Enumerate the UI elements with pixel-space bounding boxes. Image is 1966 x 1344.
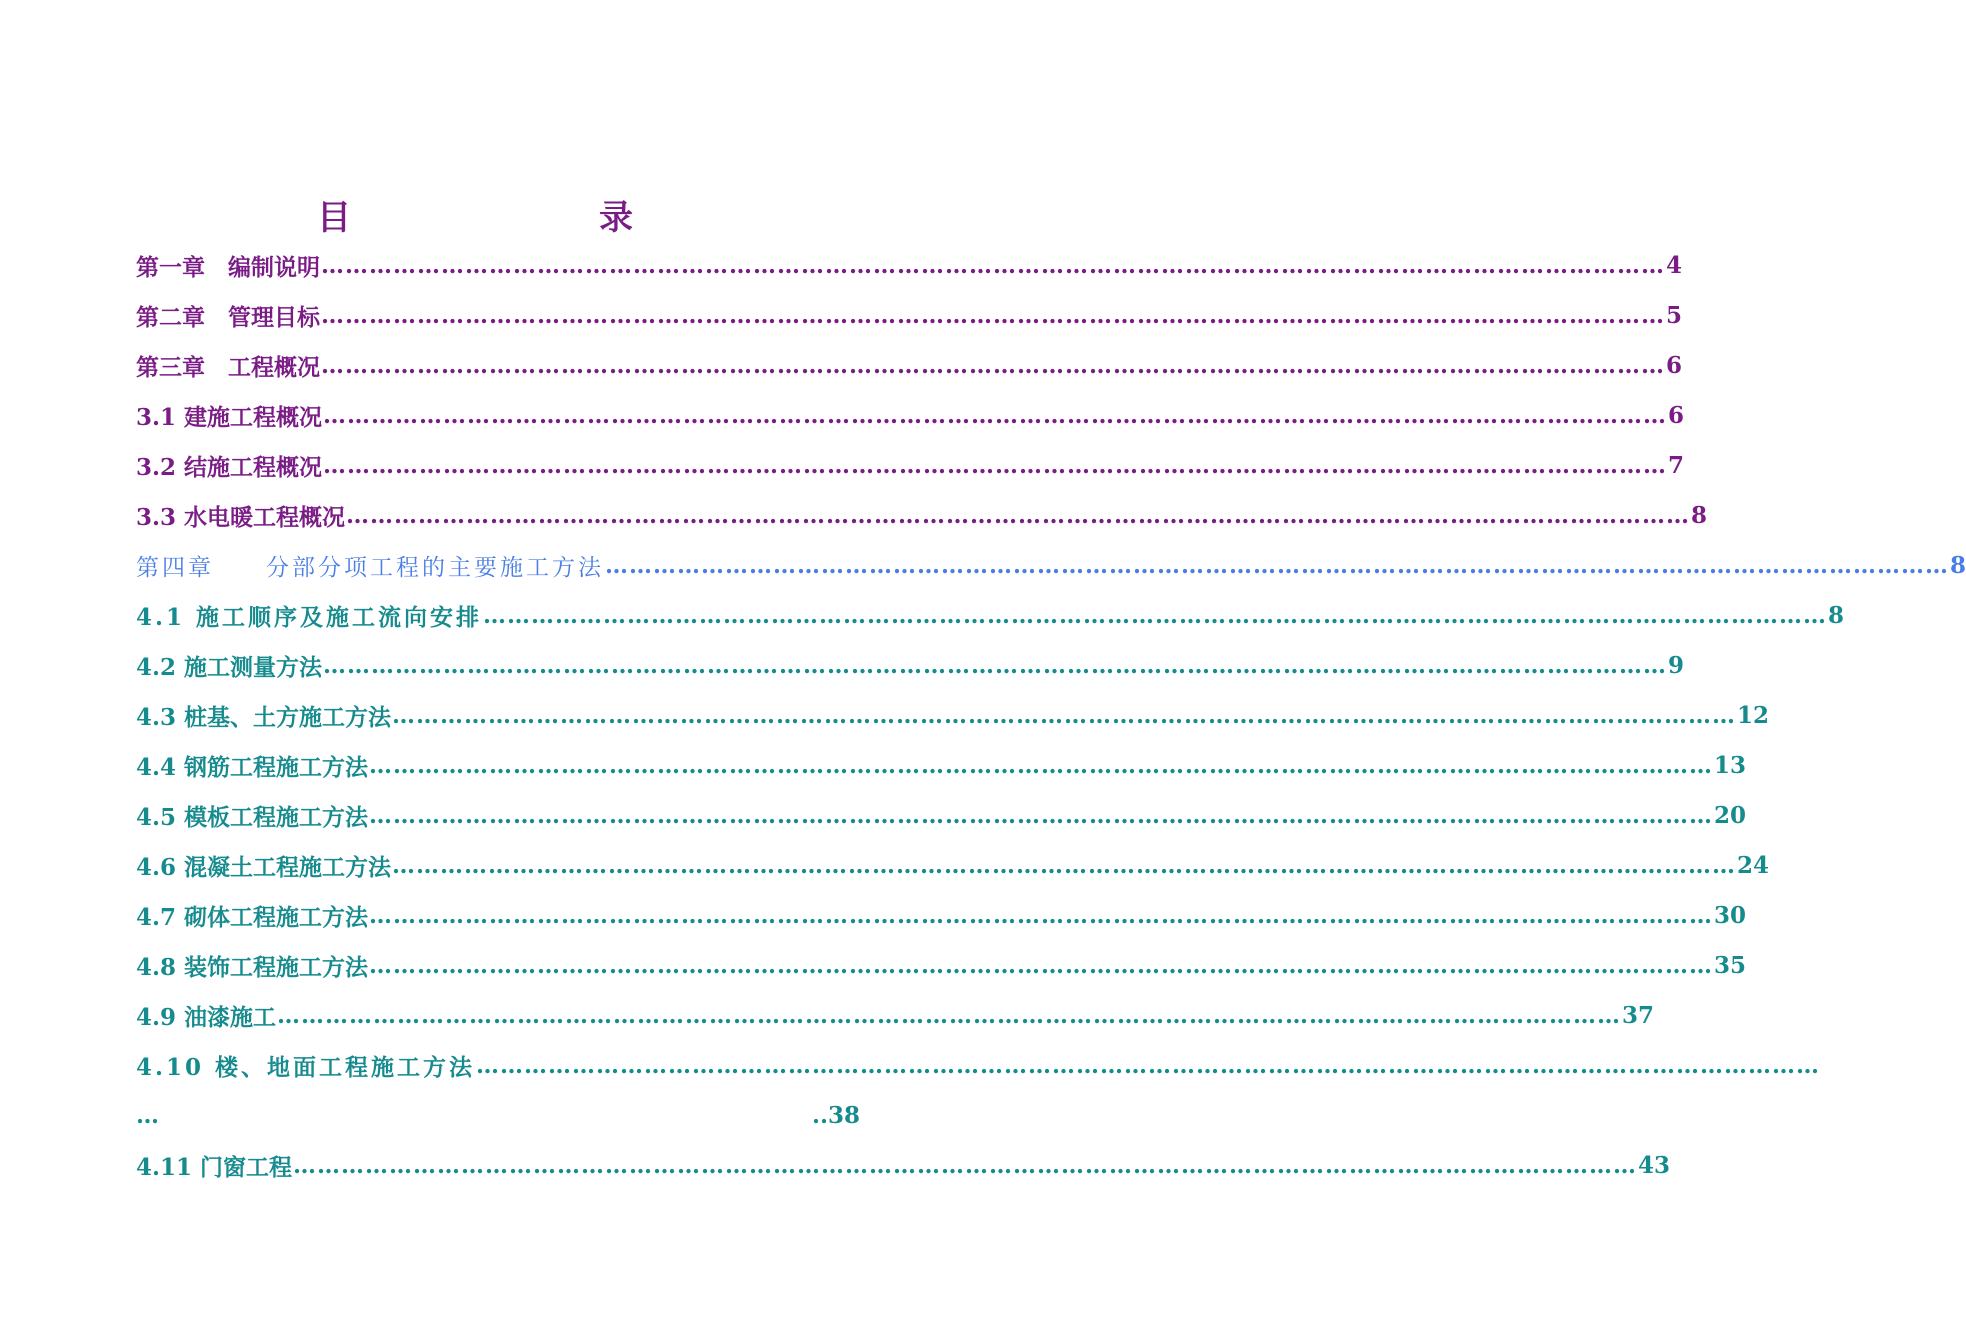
dot-leader: …………………………………………………………………………………………………………………………………………………… [321, 251, 1665, 279]
dot-leader: …………………………………………………………………………………………………………………………………………………… [346, 501, 1691, 529]
dot-leader: …………………………………………………………………………………………………………………………………………………… [369, 901, 1714, 929]
dot-leader: …………………………………………………………………………………………………………………………………………………… [476, 1051, 1821, 1079]
toc-entry-page: 7 [1668, 451, 1685, 479]
toc-entry-label: 3.1 建施工程概况 [136, 403, 323, 431]
dot-leader: …………………………………………………………………………………………………………………………………………………… [323, 651, 1668, 679]
dot-leader: …………………………………………………………………………………………………………………………………………………… [605, 551, 1949, 579]
toc-entry-label: 第四章 分部分项工程的主要施工方法 [136, 554, 604, 581]
toc-entry-label: 4.1 施工顺序及施工流向安排 [136, 603, 483, 631]
toc-entry-page: 8 [1950, 551, 1966, 579]
toc-entry-page: 12 [1737, 701, 1770, 729]
toc-entry-page: 37 [1622, 1001, 1655, 1029]
toc-entry[interactable] [136, 640, 1685, 690]
dot-leader: …………………………………………………………………………………………………………………………………………………… [277, 1001, 1622, 1029]
toc-entry-page: 30 [1714, 901, 1747, 929]
dot-leader: …………………………………………………………………………………………………………………………………………………… [369, 951, 1714, 979]
toc-entry-continuation [136, 1090, 860, 1140]
toc-entry[interactable] [136, 840, 1770, 890]
dot-leader: …………………………………………………………………………………………………………………………………………………… [323, 451, 1668, 479]
dot-leader: …………………………………………………………………………………………………………………………………………………… [293, 1151, 1638, 1179]
toc-entry[interactable] [136, 590, 1845, 640]
toc-entry-page: 24 [1737, 851, 1770, 879]
toc-entry-label: 4.8 装饰工程施工方法 [136, 953, 369, 981]
toc-entry[interactable] [136, 290, 1683, 340]
toc-entry-page: 8 [1828, 601, 1845, 629]
toc-entry-label: 4.2 施工测量方法 [136, 653, 323, 681]
toc-entry-label: 第一章 编制说明 [136, 253, 320, 281]
toc-entry[interactable] [136, 940, 1747, 990]
toc-entry-label: 4.3 桩基、土方施工方法 [136, 703, 392, 731]
toc-entry-label: 4.4 钢筋工程施工方法 [136, 753, 369, 781]
toc-entry[interactable] [136, 340, 1683, 390]
toc-entry[interactable] [136, 690, 1770, 740]
dot-leader: …………………………………………………………………………………………………………………………………………………… [369, 801, 1714, 829]
dot-leader: …………………………………………………………………………………………………………………………………………………… [392, 701, 1737, 729]
toc-entry-label: 4.5 模板工程施工方法 [136, 803, 369, 831]
toc-entry[interactable] [136, 740, 1747, 790]
toc-entry-page: 20 [1714, 801, 1747, 829]
toc-entry[interactable] [136, 490, 1708, 540]
toc-entry-label: 4.11 门窗工程 [136, 1153, 293, 1181]
toc-entry-label: 4.7 砌体工程施工方法 [136, 903, 369, 931]
toc-entry-page: 43 [1638, 1151, 1671, 1179]
toc-entry[interactable] [136, 390, 1685, 440]
toc-entry[interactable] [136, 440, 1685, 490]
toc-entry-label: 4.6 混凝土工程施工方法 [136, 853, 392, 881]
toc-entry-page: 4 [1666, 251, 1683, 279]
toc-entry-page: 13 [1714, 751, 1747, 779]
toc-entry-page: 8 [1691, 501, 1708, 529]
continuation-page: ..38 [811, 1101, 860, 1129]
dot-leader: …………………………………………………………………………………………………………………………………………………… [483, 601, 1828, 629]
toc-entry-label: 4.9 油漆施工 [136, 1003, 277, 1031]
dot-leader: …………………………………………………………………………………………………………………………………………………… [392, 851, 1737, 879]
toc-entry-label: 3.3 水电暖工程概况 [136, 503, 346, 531]
toc-entry-page: 35 [1714, 951, 1747, 979]
toc-entry-label: 4.10 楼、地面工程施工方法 [136, 1053, 476, 1081]
toc-entry[interactable] [136, 990, 1655, 1040]
toc-entry[interactable] [136, 890, 1747, 940]
toc-entry-label: 3.2 结施工程概况 [136, 453, 323, 481]
toc-entry-page: 9 [1668, 651, 1685, 679]
table-of-contents [136, 240, 1966, 1190]
toc-entry[interactable] [136, 540, 1966, 590]
continuation-leader: … [136, 1101, 159, 1129]
toc-entry-page: 6 [1668, 401, 1685, 429]
toc-entry[interactable] [136, 240, 1683, 290]
toc-entry-label: 第三章 工程概况 [136, 353, 320, 381]
page-title: 目 录 [317, 198, 693, 238]
dot-leader: …………………………………………………………………………………………………………………………………………………… [321, 351, 1665, 379]
toc-entry-page: 5 [1666, 301, 1683, 329]
toc-entry[interactable] [136, 790, 1747, 840]
dot-leader: …………………………………………………………………………………………………………………………………………………… [369, 751, 1714, 779]
dot-leader: …………………………………………………………………………………………………………………………………………………… [321, 301, 1665, 329]
toc-entry-page: 6 [1666, 351, 1683, 379]
toc-entry[interactable] [136, 1140, 1671, 1190]
dot-leader: …………………………………………………………………………………………………………………………………………………… [323, 401, 1668, 429]
toc-entry[interactable] [136, 1040, 1821, 1090]
toc-entry-label: 第二章 管理目标 [136, 303, 320, 331]
